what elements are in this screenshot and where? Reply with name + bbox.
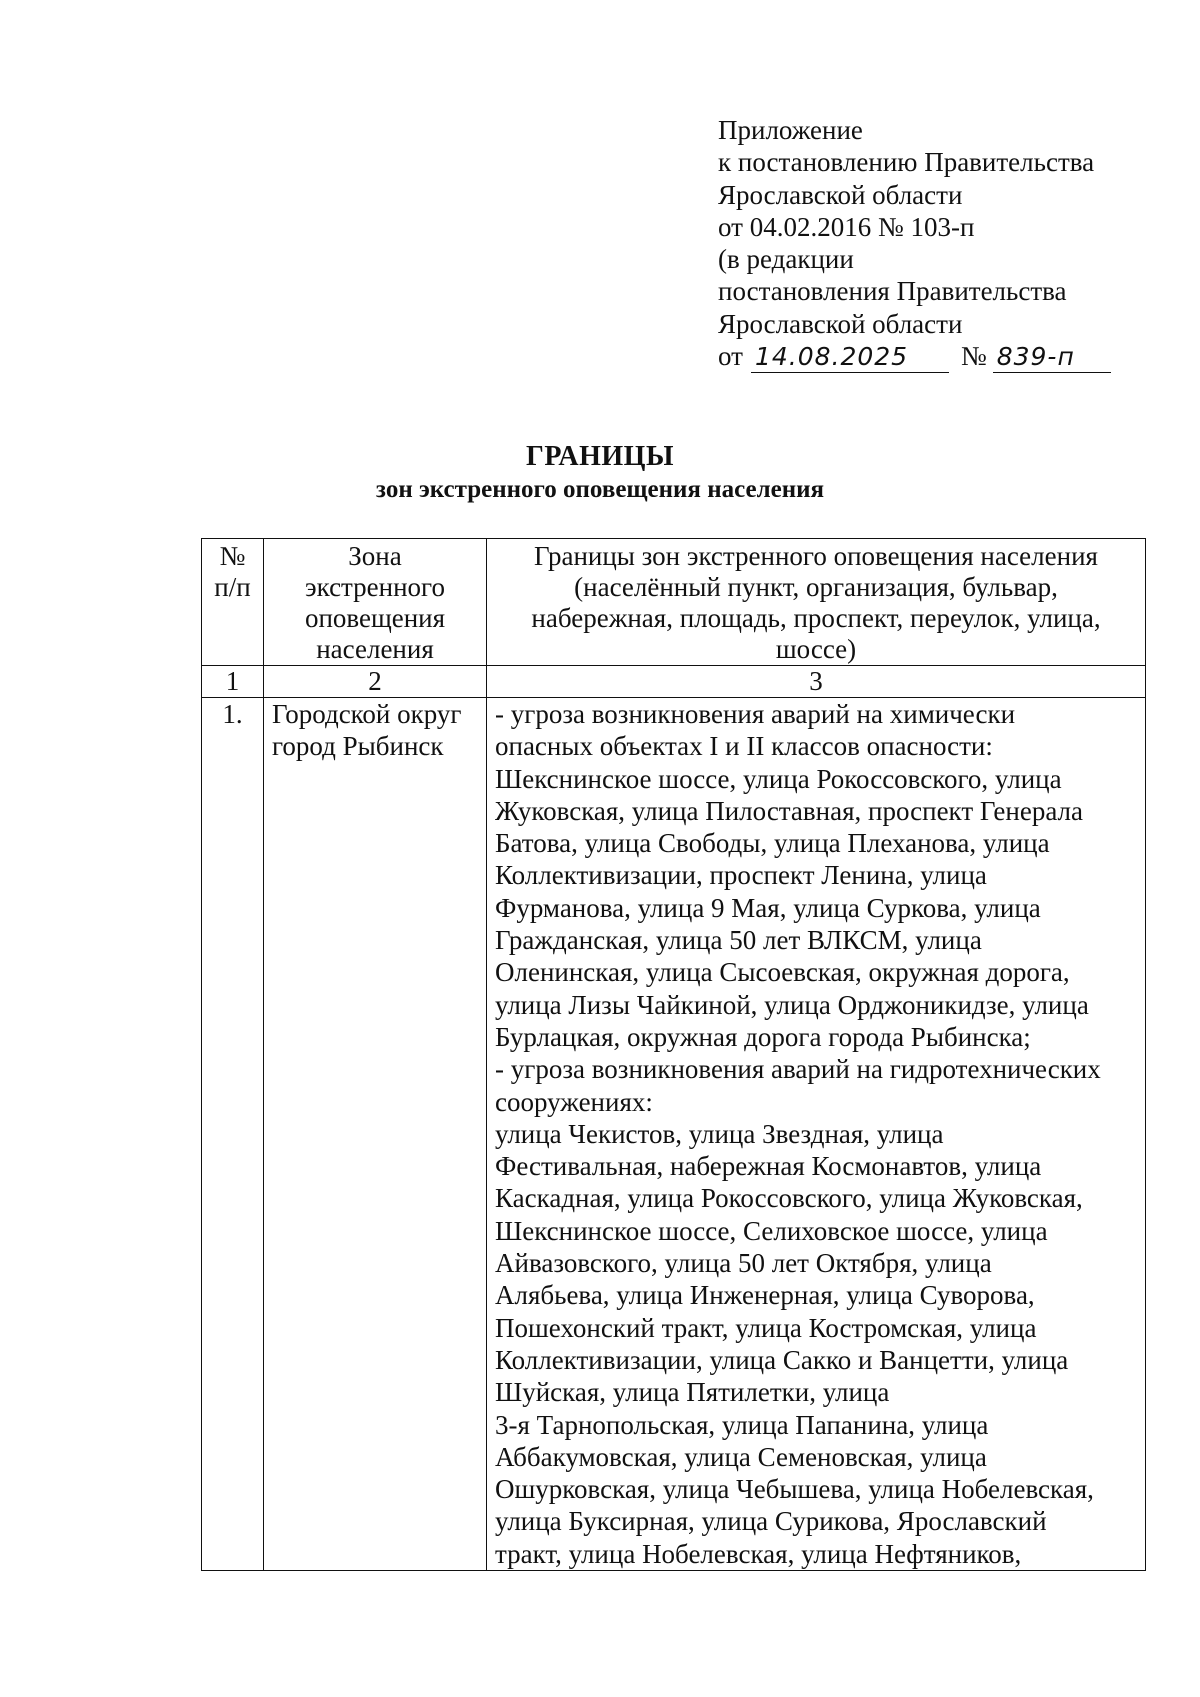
zones-table [201, 538, 1146, 1571]
table-row [202, 698, 1146, 1571]
boundary-line: - угроза возникновения аварий на химически [495, 699, 1016, 729]
boundary-line: Алябьева, улица Инженерная, улица Суворова, [495, 1280, 1035, 1311]
row-number: 1. [202, 698, 264, 1571]
boundary-line: Ошурковская, улица Чебышева, улица Нобелевская, [495, 1474, 1094, 1505]
document-subtitle: зон экстренного оповещения населения [375, 476, 825, 503]
appendix-line: Ярославской области [718, 308, 963, 339]
boundary-line: Жуковская, улица Пилоставная, проспект Генерала [495, 795, 1084, 826]
boundary-line: 3-я Тарнопольская, улица Папанина, улица [495, 1409, 989, 1440]
boundary-line: Айвазовского, улица 50 лет Октября, улица [495, 1248, 992, 1279]
boundary-line: Коллективизации, проспект Ленина, улица [495, 860, 987, 891]
appendix-line: Приложение [718, 115, 863, 145]
boundary-line: улица Буксирная, улица Сурикова, Ярославский [495, 1506, 1047, 1537]
boundary-line: Коллективизации, улица Сакко и Ванцетти, улица [495, 1344, 1069, 1375]
boundary-line: Шуйская, улица Пятилетки, улица [495, 1377, 890, 1408]
boundary-line: сооружениях: [495, 1086, 653, 1117]
boundary-line: Пошехонский тракт, улица Костромская, улица [495, 1312, 1037, 1343]
boundary-line: опасных объектах I и II классов опасности: [495, 731, 993, 762]
boundary-line: Оленинская, улица Сысоевская, окружная дорога, [495, 957, 1070, 988]
boundary-line: Батова, улица Свободы, улица Плеханова, улица [495, 828, 1050, 859]
document-title: ГРАНИЦЫ [526, 441, 674, 472]
appendix-line: постановления Правительства [718, 276, 1067, 307]
boundary-line: Шекснинское шоссе, Селиховское шоссе, улица [495, 1215, 1048, 1246]
boundary-line: Шекснинское шоссе, улица Рокоссовского, улица [495, 763, 1062, 794]
appendix-block [718, 114, 1111, 373]
boundary-line: Фестивальная, набережная Космонавтов, улица [495, 1151, 1042, 1182]
header-zone: Зона экстренного оповещения населения [264, 539, 487, 666]
boundary-line: Фурманова, улица 9 Мая, улица Суркова, улица [495, 892, 1041, 923]
boundaries-cell [487, 698, 1146, 1571]
zone-cell: Городской округ город Рыбинск [264, 698, 487, 1571]
header-number: № п/п [202, 539, 264, 666]
number-sign: № [960, 341, 987, 372]
boundary-line: Аббакумовская, улица Семеновская, улица [495, 1441, 987, 1472]
table-header-row [202, 539, 1146, 666]
from-prefix: от [718, 341, 743, 372]
boundary-line: улица Чекистов, улица Звездная, улица [495, 1118, 944, 1149]
boundary-line: тракт, улица Нобелевская, улица Нефтяников, [495, 1538, 1022, 1569]
boundary-line: Каскадная, улица Рокоссовского, улица Жуковская, [495, 1183, 1083, 1214]
appendix-line: Ярославской области [718, 179, 963, 210]
column-number: 3 [487, 666, 1146, 698]
boundary-line: - угроза возникновения аварий на гидротехнических [495, 1054, 1101, 1085]
boundary-line: улица Лизы Чайкиной, улица Орджоникидзе, улица [495, 989, 1089, 1020]
column-number: 1 [202, 666, 264, 698]
boundary-line: Бурлацкая, окружная дорога города Рыбинска; [495, 1021, 1031, 1052]
appendix-line: от 04.02.2016 № 103-п [718, 211, 975, 242]
handwritten-date: 14.08.2025 [751, 342, 949, 373]
column-number: 2 [264, 666, 487, 698]
amendment-line [718, 340, 1111, 373]
column-number-row [202, 666, 1146, 698]
appendix-line: к постановлению Правительства [718, 147, 1095, 178]
handwritten-number: 839-п [993, 342, 1111, 373]
header-boundaries: Границы зон экстренного оповещения населения (населённый пункт, организация, бульвар, набережная, площадь, проспект, переулок, улица, шоссе) [487, 539, 1146, 666]
boundary-line: Гражданская, улица 50 лет ВЛКСМ, улица [495, 925, 982, 956]
appendix-line: (в редакции [718, 244, 854, 275]
